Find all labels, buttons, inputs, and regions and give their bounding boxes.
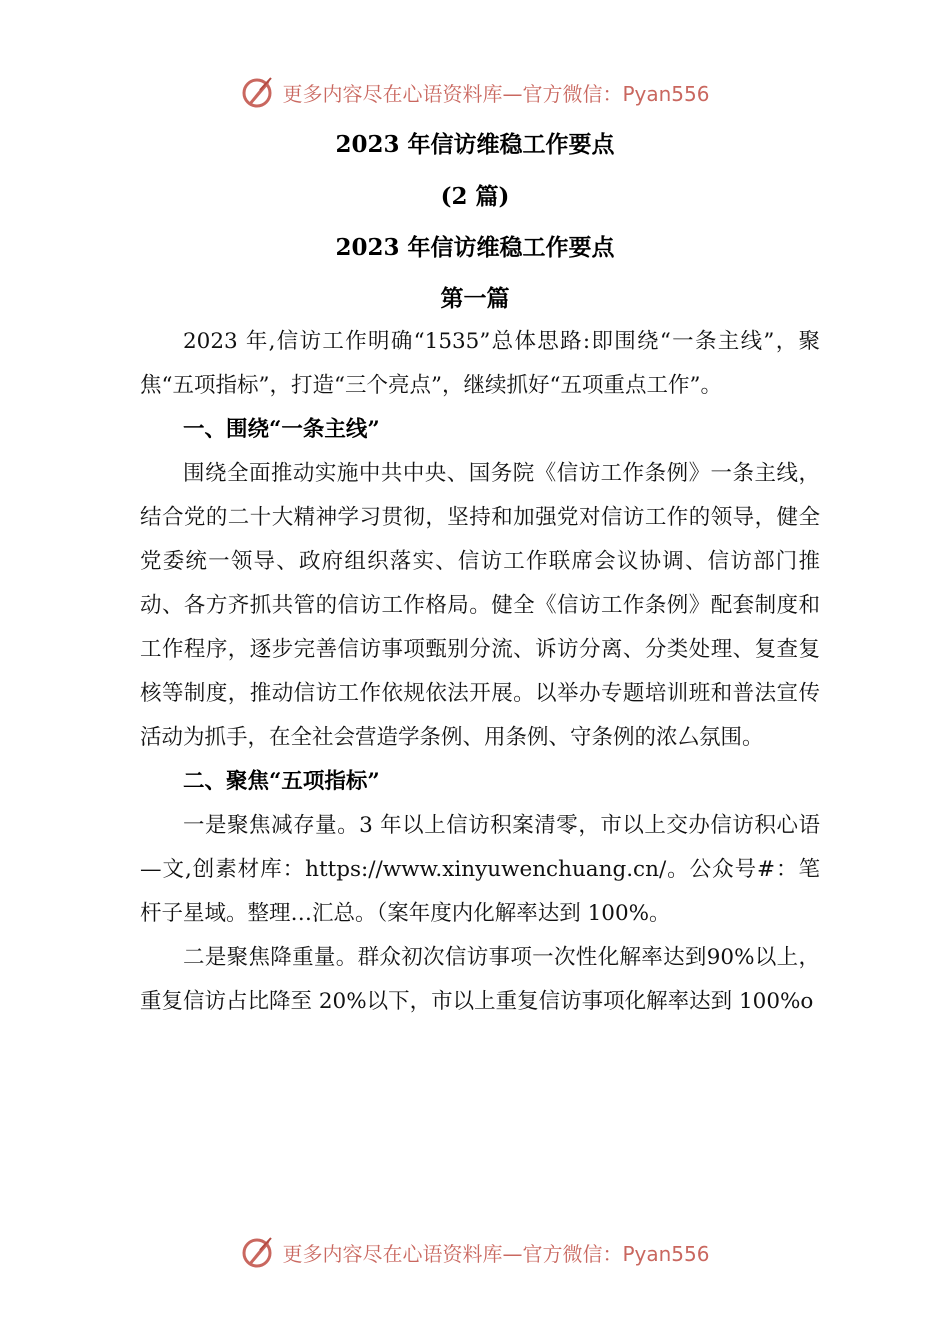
watermark-banner-bottom: [0, 1232, 950, 1272]
watermark-banner-top: [0, 72, 950, 112]
watermark-text: 更多内容尽在心语资料库—官方微信：Pyan556: [282, 81, 710, 106]
quill-pen-circle-icon: [240, 74, 276, 110]
intro-paragraph: 2023 年,信访工作明确“1535”总体思路:即围绕“一条主线”，聚焦“五项指标”，打造“三个亮点”，继续抓好“五项重点工作”。: [140, 329, 820, 398]
section-1-paragraph: 围绕全面推动实施中共中央、国务院《信访工作条例》一条主线，结合党的二十大精神学习贯彻，坚持和加强党对信访工作的领导，健全党委统一领导、政府组织落实、信访工作联席会议协调、信访部门推动、各方齐抓共管的信访工作格局。健全《信访工作条例》配套制度和工作程序，逐步完善信访事项甄别分流、诉访分离、分类处理、复查复核等制度，推动信访工作依规依法开展。以举办专题培训班和普法宣传活动为抓手，在全社会营造学条例、用条例、守条例的浓厶氛围。: [140, 461, 820, 750]
section-heading-2: 二、聚焦“五项指标”: [183, 769, 380, 794]
document-subtitle: 2023 年信访维稳工作要点: [335, 234, 615, 261]
document-body: [140, 320, 820, 1024]
item-2-paragraph: 二是聚焦降重量。群众初次信访事项一次性化解率达到90%以上，重复信访占比降至 20%以下，市以上重复信访事项化解率达到 100%o: [140, 945, 820, 1014]
item-1-paragraph: 一是聚焦减存量。3 年以上信访积案清零，市以上交办信访积心语—文,创素材库：https://www.xinyuwenchuang.cn/。公众号#：笔杆子星域。整理…汇总。（案年度内化解率达到 100%。: [140, 813, 820, 926]
quill-pen-circle-icon: [240, 1234, 276, 1270]
section-heading-1: 一、围绕“一条主线”: [183, 417, 380, 442]
document-count: (2 篇): [440, 183, 510, 210]
document-title: 2023 年信访维稳工作要点: [335, 131, 615, 158]
watermark-text: 更多内容尽在心语资料库—官方微信：Pyan556: [282, 1241, 710, 1266]
part-heading: 第一篇: [440, 285, 510, 312]
